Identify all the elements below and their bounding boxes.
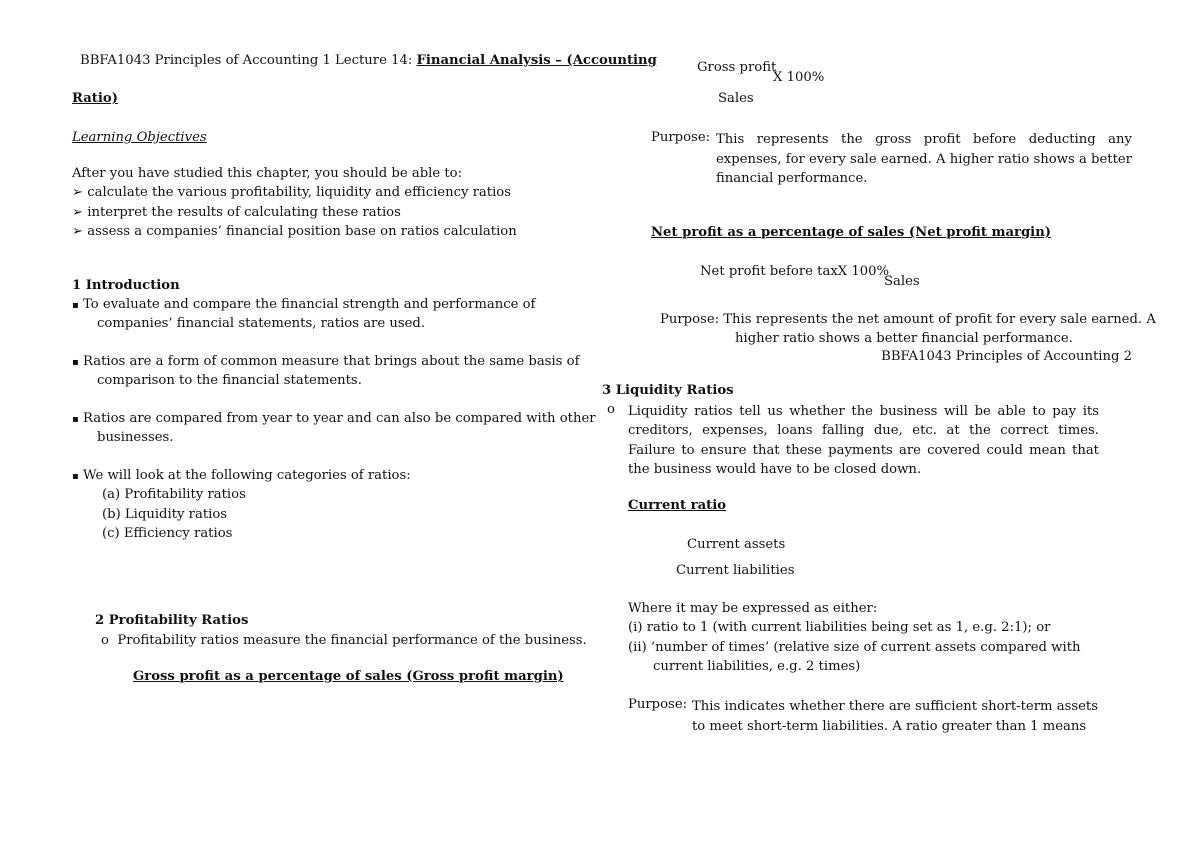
gp-purpose-label: Purpose: [651, 130, 711, 145]
expressed-intro: Where it may be expressed as either: [628, 601, 878, 616]
expressed-option-i: (i) ratio to 1 (with current liabilities being set as 1, e.g. 2:1); or [628, 620, 1051, 635]
arrow-bullet-icon: ➢ [72, 185, 84, 200]
bullet-text: Ratios are a form of common measure that brings about the same basis of [82, 354, 580, 369]
intro-bullet-3 [72, 411, 596, 426]
cr-numerator: Current assets [687, 537, 786, 552]
expressed-option-ii-continued: current liabilities, e.g. 2 times) [653, 659, 861, 674]
gp-purpose-text: This represents the gross profit before deducting any expenses, for every sale earned. A higher ratio shows a better financial performance. [716, 132, 1132, 186]
bullet-text: Ratios are compared from year to year and can also be compared with other [82, 411, 596, 426]
objective-item [72, 224, 517, 239]
gp-formula-denominator: Sales [718, 91, 754, 106]
bullet-text-continued: businesses. [97, 430, 174, 445]
net-margin-heading: Net profit as a percentage of sales (Net profit margin) [651, 225, 1052, 240]
square-bullet-icon: ▪ [72, 414, 79, 425]
objectives-intro: After you have studied this chapter, you should be able to: [72, 166, 463, 181]
circle-bullet-icon: o [607, 402, 615, 417]
gross-margin-heading: Gross profit as a percentage of sales (Gross profit margin) [133, 669, 564, 684]
objective-text: interpret the results of calculating these ratios [87, 205, 401, 220]
section2-bullet [101, 633, 587, 648]
section3-heading: 3 Liquidity Ratios [602, 383, 734, 398]
square-bullet-icon: ▪ [72, 357, 79, 368]
cr-purpose-text: This indicates whether there are sufficient short-term assets to meet short-term liabilities. A ratio greater than 1 means [692, 699, 1098, 734]
intro-bullet-1 [72, 297, 535, 312]
objective-item [72, 205, 401, 220]
learning-objectives-heading: Learning Objectives [72, 130, 207, 145]
intro-bullet-4 [72, 468, 411, 483]
objective-text: assess a companies’ financial position base on ratios calculation [87, 224, 517, 239]
gp-formula-numerator: Gross profit [697, 60, 777, 75]
square-bullet-icon: ▪ [72, 471, 79, 482]
section1-heading: 1 Introduction [72, 278, 180, 293]
page-footer: BBFA1043 Principles of Accounting 2 [881, 349, 1132, 364]
circle-bullet-icon: o [101, 633, 109, 648]
ratio-category: (c) Efficiency ratios [102, 526, 233, 541]
np-formula-denominator: Sales [884, 274, 920, 289]
bullet-text: To evaluate and compare the financial strength and performance of [82, 297, 536, 312]
arrow-bullet-icon: ➢ [72, 205, 84, 220]
header-title-continued: Ratio) [72, 91, 118, 106]
bullet-text: We will look at the following categories of ratios: [82, 468, 411, 483]
document-header [80, 53, 657, 68]
objective-item [72, 185, 511, 200]
square-bullet-icon: ▪ [72, 300, 79, 311]
arrow-bullet-icon: ➢ [72, 224, 84, 239]
ratio-category: (a) Profitability ratios [102, 487, 246, 502]
cr-denominator: Current liabilities [676, 563, 795, 578]
header-title: Financial Analysis – (Accounting [416, 53, 657, 68]
bullet-text-continued: comparison to the financial statements. [97, 373, 362, 388]
np-purpose-line: Purpose: This represents the net amount of profit for every sale earned. A [660, 312, 1156, 327]
ratio-category: (b) Liquidity ratios [102, 507, 228, 522]
np-purpose-line: higher ratio shows a better financial performance. [735, 331, 1073, 346]
np-formula-numerator: Net profit before taxX 100% [700, 264, 890, 279]
cr-purpose-label: Purpose: [628, 697, 688, 712]
liquidity-text: Liquidity ratios tell us whether the business will be able to pay its creditors, expenses, loans falling due, etc. at the correct times. Failure to ensure that these payments are covered could mean that the business would have to be closed down. [628, 404, 1099, 477]
gp-formula-multiplier: X 100% [773, 70, 825, 85]
section2-heading: 2 Profitability Ratios [95, 613, 249, 628]
expressed-option-ii: (ii) ‘number of times’ (relative size of current assets compared with [628, 640, 1081, 655]
section2-text: Profitability ratios measure the financial performance of the business. [117, 633, 587, 648]
objective-text: calculate the various profitability, liquidity and efficiency ratios [87, 185, 512, 200]
current-ratio-heading: Current ratio [628, 498, 727, 513]
header-course: BBFA1043 Principles of Accounting 1 Lecture 14: [80, 53, 417, 68]
intro-bullet-2 [72, 354, 579, 369]
bullet-text-continued: companies’ financial statements, ratios are used. [97, 316, 426, 331]
